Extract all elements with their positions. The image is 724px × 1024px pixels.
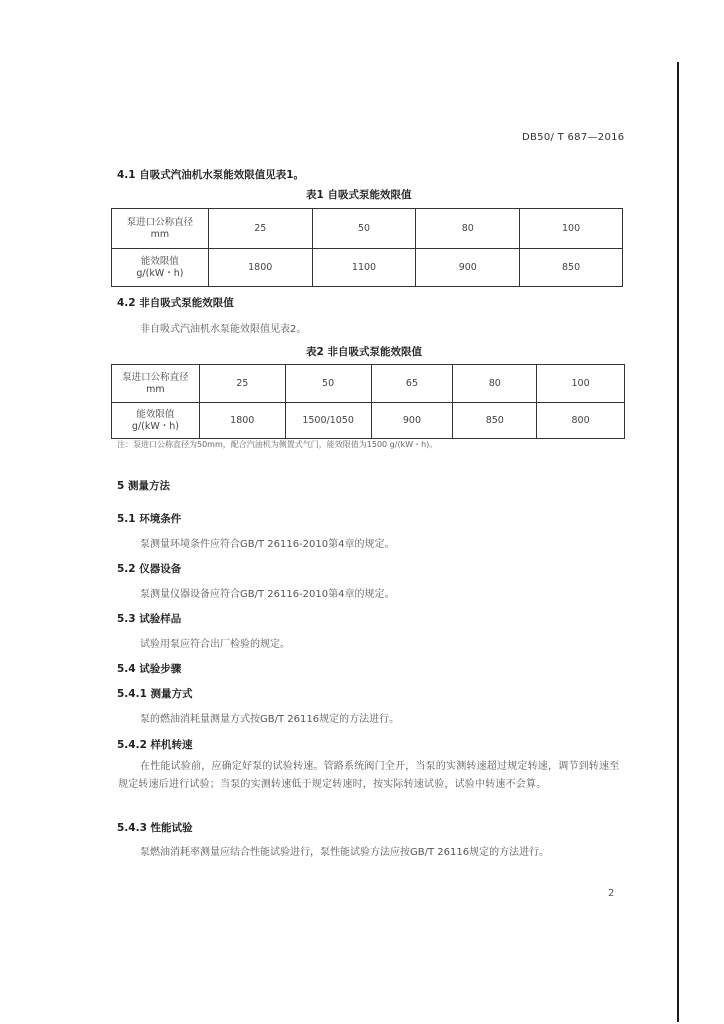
table1-cell-diameter: 25 [208,209,312,249]
table1-row-header-diameter-unit: mm [150,228,170,240]
section-5-3-text: 试验用泵应符合出厂检验的规定。 [140,639,290,650]
table2 [111,364,625,439]
section-4-2-heading: 4.2 非自吸式泵能效限值 [117,297,234,309]
section-5-4-2-heading: 5.4.2 样机转速 [117,739,193,751]
section-5-2-text: 泵测量仪器设备应符合GB/T 26116-2010第4章的规定。 [140,589,395,600]
section-5-4-3-heading: 5.4.3 性能试验 [117,822,193,834]
table1-row-header-diameter [112,209,209,249]
table2-cell-limit: 850 [453,403,537,439]
section-5-2-heading: 5.2 仪器设备 [117,563,182,575]
table1-cell-limit: 1100 [312,249,416,287]
table2-row-limit [112,403,625,439]
table1 [111,208,623,287]
table1-row-diameter [112,209,623,249]
table2-cell-diameter: 65 [371,365,453,403]
section-5-4-2-text: 在性能试验前，应确定好泵的试验转速。管路系统阀门全开，当泵的实测转速超过规定转速，调节到转速至规定转速后进行试验；当泵的实测转速低于规定转速时，按实际转速试验，试验中转速不会算。 [118,761,620,790]
section-5-1-heading: 5.1 环境条件 [117,513,182,525]
section-5-4-1-text: 泵的燃油消耗量测量方式按GB/T 26116规定的方法进行。 [140,714,400,725]
table1-row-header-limit [112,249,209,287]
table1-row-header-limit-unit: g/(kW・h) [136,267,184,279]
table1-cell-diameter: 50 [312,209,416,249]
table2-cell-limit: 800 [537,403,625,439]
table2-row-header-diameter [112,365,200,403]
table2-row-diameter [112,365,625,403]
table2-row-header-limit-label: 能效限值 [136,408,175,420]
section-5-1-text: 泵测量环境条件应符合GB/T 26116-2010第4章的规定。 [140,539,395,550]
table1-cell-limit: 1800 [208,249,312,287]
table1-cell-limit: 850 [520,249,623,287]
table2-row-header-limit-unit: g/(kW・h) [131,420,179,432]
table1-row-header-limit-label: 能效限值 [140,255,179,267]
table1-cell-diameter: 100 [520,209,623,249]
table2-cell-limit: 900 [371,403,453,439]
table2-row-header-limit [112,403,200,439]
table2-cell-limit: 1800 [199,403,285,439]
table1-cell-diameter: 80 [416,209,520,249]
section-5-4-heading: 5.4 试验步骤 [117,663,182,675]
table1-cell-limit: 900 [416,249,520,287]
table1-row-header-diameter-label: 泵进口公称直径 [126,216,194,228]
table2-row-header-diameter-label: 泵进口公称直径 [122,371,189,383]
section-4-2-text: 非自吸式汽油机水泵能效限值见表2。 [140,324,307,335]
section-5-4-3-text: 泵燃油消耗率测量应结合性能试验进行，泵性能试验方法应按GB/T 26116规定的方法进行。 [140,847,550,858]
table2-cell-diameter: 25 [199,365,285,403]
table2-cell-diameter: 50 [285,365,371,403]
page-number: 2 [608,888,615,899]
table2-cell-limit: 1500/1050 [285,403,371,439]
document-code: DB50/ T 687—2016 [522,132,625,143]
table2-caption: 表2 非自吸式泵能效限值 [306,346,422,358]
table1-caption: 表1 自吸式泵能效限值 [306,189,412,201]
section-5-heading: 5 测量方法 [117,480,170,492]
table2-cell-diameter: 100 [537,365,625,403]
section-5-4-1-heading: 5.4.1 测量方式 [117,688,193,700]
table2-note: 注：泵进口公称直径为50mm，配合汽油机为侧置式气门，能效限值为1500 g/(kW・h)。 [117,440,438,449]
section-4-1-text: 4.1 自吸式汽油机水泵能效限值见表1。 [117,169,305,181]
scan-edge-line [677,62,679,1022]
section-5-3-heading: 5.3 试验样品 [117,613,182,625]
table1-row-limit [112,249,623,287]
table2-cell-diameter: 80 [453,365,537,403]
table2-row-header-diameter-unit: mm [146,383,165,395]
